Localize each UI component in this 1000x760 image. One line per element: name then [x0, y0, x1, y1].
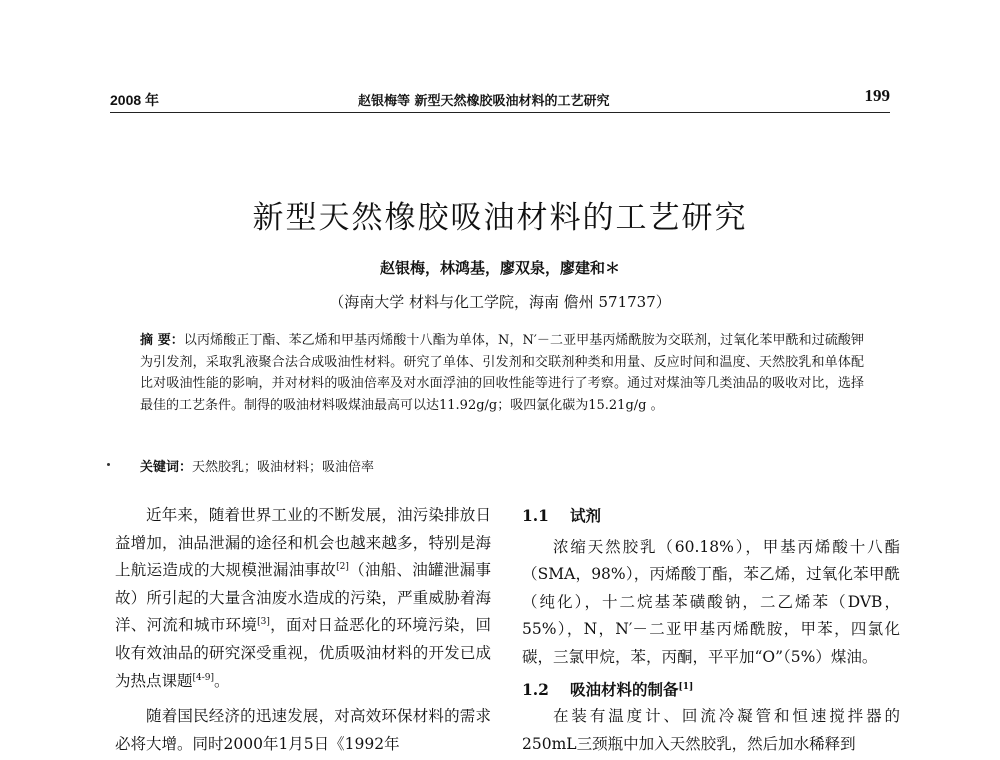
- section-1-2-heading: [522, 676, 900, 704]
- intro-paragraph-1: [115, 502, 491, 695]
- running-header: [110, 86, 890, 110]
- paper-title: 新型天然橡胶吸油材料的工艺研究: [252, 200, 748, 236]
- abstract-text: 以丙烯酸正丁酯、苯乙烯和甲基丙烯酸十八酯为单体，N，N′－二亚甲基丙烯酰胺为交联剂，过氧化苯甲酰和过硫酸钾为引发剂，采取乳液聚合法合成吸油性材料。研究了单体、引发剂和交联剂种类和用量、反应时间和温度、天然胶乳和单体配比对吸油性能的影响，并对材料的吸油倍率及对水面浮油的回收性能等进行了考察。通过对煤油等几类油品的吸收对比，选择最佳的工艺条件。制得的吸油材料吸煤油最高可以达11.92g/g；吸四氯化碳为15.21g/g 。: [140, 333, 865, 413]
- keywords-text: 天然胶乳；吸油材料；吸油倍率: [192, 460, 375, 475]
- scan-speck: [107, 463, 110, 466]
- keywords: [140, 456, 864, 475]
- abstract: [140, 330, 864, 416]
- section-1-1-text: 浓缩天然胶乳（60.18%），甲基丙烯酸十八酯（SMA，98%），丙烯酸丁酯，苯乙烯，过氧化苯甲酰（纯化），十二烷基苯磺酸钠，二乙烯苯（DVB，55%），N，N′－二亚甲基丙烯酰胺，甲苯，四氯化碳，三氯甲烷，苯，丙酮，平平加“O”（5%）煤油。: [522, 537, 900, 666]
- intro-paragraph-2: 随着国民经济的迅速发展，对高效环保材料的需求必将大增。同时2000年1月5日《1992年: [115, 707, 491, 753]
- section-1-1-number: 1.1: [522, 506, 549, 525]
- abstract-label: 摘 要：: [140, 333, 184, 348]
- section-1-2-title: 吸油材料的制备: [570, 679, 679, 699]
- intro-text-part-3: ，面对日益恶化的环境污染，回收有效油品的研究深受重视，优质吸油材料的开发已成为热点课题: [115, 616, 491, 690]
- section-1-1-heading: [522, 502, 900, 530]
- intro-text-end: 。: [214, 671, 230, 690]
- left-column: [115, 502, 491, 758]
- citation-1: [1]: [678, 681, 694, 692]
- keywords-label: 关键词：: [140, 460, 193, 475]
- page-number: 199: [864, 86, 890, 105]
- section-1-2-number: 1.2: [522, 679, 549, 699]
- affiliation: （海南大学 材料与化工学院，海南 儋州 571737）: [329, 293, 671, 311]
- header-running-title: 赵银梅等 新型天然橡胶吸油材料的工艺研究: [358, 94, 610, 109]
- right-column: [522, 502, 900, 758]
- section-1-2-text: 在装有温度计、回流冷凝管和恒速搅拌器的250mL三颈瓶中加入天然胶乳，然后加水稀释到: [522, 707, 900, 753]
- citation-4-9: [4-9]: [192, 672, 215, 683]
- header-year: 2008 年: [110, 92, 160, 108]
- author-list: 赵银梅，林鸿基，廖双泉，廖建和＊: [379, 259, 620, 277]
- header-rule: [110, 112, 890, 113]
- citation-3: [3]: [257, 617, 270, 628]
- section-1-1-title: 试剂: [570, 506, 602, 525]
- intro-text-part-2: （油船、油罐泄漏事故）所引起的大量含油废水造成的污染，严重威胁着海洋、河流和城市环境: [115, 561, 491, 635]
- citation-2: [2]: [336, 562, 349, 573]
- intro-text-part-1: 近年来，随着世界工业的不断发展，油污染排放日益增加，油品泄漏的途径和机会也越来越多，特别是海上航运造成的大规模泄漏油事故: [115, 506, 491, 580]
